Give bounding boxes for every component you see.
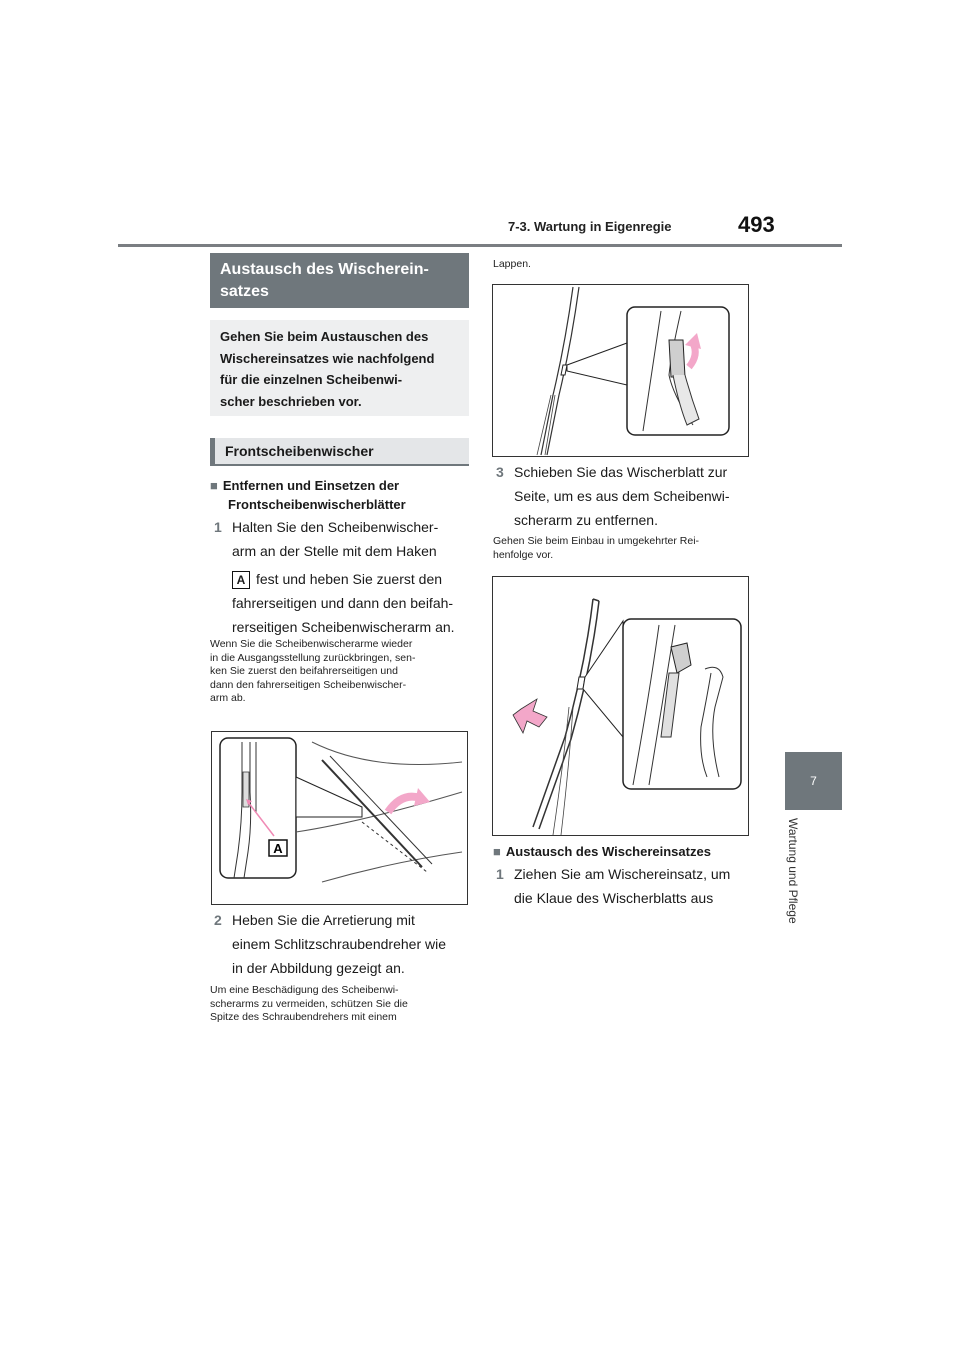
- step-line: Ziehen Sie am Wischereinsatz, um: [514, 866, 731, 882]
- note-line: dann den fahrerseitigen Scheibenwischer-: [210, 678, 407, 691]
- step-number: 1: [214, 519, 222, 535]
- chapter-number-tab: 7: [785, 752, 842, 810]
- figure-lift-wiper-arm: [211, 731, 468, 905]
- intro-line: Wischereinsatzes wie nachfolgend: [220, 350, 435, 366]
- note-reinstall: [493, 535, 755, 562]
- figure-slide-blade-drawing: [493, 577, 748, 835]
- step-line: Schieben Sie das Wischerblatt zur: [514, 464, 728, 480]
- bullet-heading-replace-insert: [493, 842, 755, 861]
- title-line-2: satzes: [220, 283, 269, 300]
- step-line: in der Abbildung gezeigt an.: [232, 960, 405, 976]
- step-line: scherarm zu entfernen.: [514, 512, 658, 528]
- step-number: 3: [496, 464, 504, 480]
- bullet-heading-line: Austausch des Wischereinsatzes: [505, 844, 711, 859]
- figure-slide-blade: [492, 576, 749, 836]
- step-2: [214, 908, 476, 980]
- intro-box: [210, 320, 469, 416]
- title-line-1: Austausch des Wischerein-: [220, 261, 429, 278]
- note-line: Um eine Beschädigung des Scheibenwi-: [210, 984, 399, 996]
- subheading-frontscheibenwischer: Frontscheibenwischer: [210, 438, 469, 466]
- note-line: Gehen Sie beim Einbau in umgekehrter Rei-: [493, 535, 700, 547]
- step-line: arm an der Stelle mit dem Haken: [232, 543, 437, 559]
- bullet-heading-remove-blades: [210, 476, 472, 514]
- intro-line: Gehen Sie beim Austauschen des: [220, 329, 429, 344]
- step-line: Seite, um es aus dem Scheibenwi-: [514, 488, 730, 504]
- figure-lift-lock: [492, 284, 749, 457]
- section-title-box: [210, 253, 469, 308]
- chapter-title-vertical: [788, 818, 804, 942]
- note-line: henfolge vor.: [493, 548, 554, 561]
- intro-line: scher beschrieben vor.: [220, 393, 362, 409]
- figure-lift-wiper-arm-drawing: [212, 732, 467, 904]
- page-number: 493: [738, 212, 775, 237]
- step-line: fahrerseitigen und dann den beifah-: [232, 595, 454, 611]
- note-line: arm ab.: [210, 692, 246, 704]
- note-line: Spitze des Schraubendrehers mit einem: [210, 1011, 397, 1023]
- section-title: 7-3. Wartung in Eigenregie: [508, 219, 672, 234]
- note-line: Wenn Sie die Scheibenwischerarme wieder: [210, 638, 413, 650]
- step-3: [496, 460, 758, 532]
- header-divider: [118, 244, 842, 247]
- note-line: ken Sie zuerst den beifahrerseitigen und: [210, 665, 398, 677]
- step-1: [214, 515, 476, 639]
- note-lowering-arms: [210, 638, 472, 706]
- figure-lift-lock-drawing: [493, 285, 748, 456]
- step-line: die Klaue des Wischerblatts aus: [514, 890, 714, 906]
- note-line: scherarms zu vermeiden, schützen Sie die: [210, 997, 408, 1010]
- step-1-insert: [496, 862, 758, 910]
- intro-line: für die einzelnen Scheibenwi-: [220, 372, 403, 387]
- step-line: fest und heben Sie zuerst den: [256, 571, 443, 587]
- step-number: 2: [214, 912, 222, 928]
- bullet-heading-line: Frontscheibenwischerblätter: [228, 497, 406, 512]
- step-line: Heben Sie die Arretierung mit: [232, 912, 415, 928]
- bullet-heading-line: Entfernen und Einsetzen der: [222, 478, 400, 493]
- step-number: 1: [496, 866, 504, 882]
- chapter-title-label: Wartung und Pflege: [786, 818, 800, 924]
- step-line: einem Schlitzschraubendreher wie: [232, 936, 446, 952]
- bullet-square-icon: ■: [210, 478, 218, 493]
- svg-text:A: A: [273, 841, 283, 856]
- step-line: rerseitigen Scheibenwischerarm an.: [232, 619, 455, 635]
- step-line: Halten Sie den Scheibenwischer-: [232, 519, 439, 535]
- note-continuation: Lappen.: [493, 258, 531, 270]
- note-protect-screwdriver: [210, 984, 472, 1025]
- bullet-square-icon: ■: [493, 844, 501, 859]
- label-a-badge: A: [232, 571, 250, 589]
- note-line: in die Ausgangsstellung zurückbringen, sen-: [210, 651, 416, 664]
